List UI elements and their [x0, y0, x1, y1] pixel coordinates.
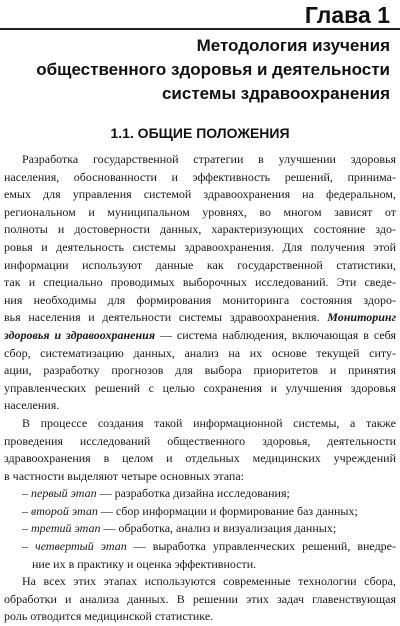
chapter-label: Глава 1 — [304, 2, 390, 28]
list-item-text: — сбор информации и формирование баз данных; — [97, 503, 358, 518]
text-line: обработки и анализа данных. В решении этих задач главенствующая — [4, 591, 396, 606]
text-run: — система наблюдения, включающая в себя — [155, 327, 396, 342]
section-title: 1.1. ОБЩИЕ ПОЛОЖЕНИЯ — [110, 125, 290, 141]
text-line: полноты и достоверности данных, характеризующих состояние здо- — [4, 222, 396, 237]
list-item-term: четвертый этап — [35, 539, 127, 554]
text-line: емых для управления системой здравоохранения на федеральном, — [4, 187, 396, 202]
list-item — [4, 538, 396, 556]
chapter-divider — [0, 28, 400, 30]
list-item-text: — выработка управленческих решений, внедре- — [126, 539, 397, 554]
body-text — [4, 151, 396, 626]
list-item-text: — разработка дизайна исследования; — [96, 486, 290, 501]
text-line: в частности выделяют четыре основных этапа: — [4, 468, 245, 483]
list-item-term: второй этап — [31, 503, 98, 518]
text-line: региональном и муниципальном уровнях, во многом зависят от — [4, 204, 396, 219]
text-line: здравоохранения в целом и отдельных медицинских учреждений — [4, 451, 396, 466]
text-run: вья населения и деятельности системы здравоохранения. — [4, 310, 320, 325]
chapter-title-line: Методология изучения — [196, 36, 390, 55]
list-item — [4, 520, 396, 538]
list-item-term: первый этап — [31, 486, 97, 501]
chapter-title-line: общественного здоровья и деятельности — [36, 60, 390, 79]
text-line: населения, обоснованности и эффективность решений, принима- — [4, 169, 396, 184]
list-dash: – — [22, 521, 28, 536]
list-item-continuation: ние их в практику и оценка эффективности. — [32, 556, 257, 571]
list-item-term: третий этап — [31, 521, 101, 536]
text-line: ния необходимы для формирования мониторинга состояния здоро- — [4, 292, 396, 307]
text-line: Разработка государственной стратегии в улучшении здоровья — [22, 152, 396, 166]
text-line: ации, разработку прогнозов для выбора приоритетов и принятия — [4, 363, 396, 378]
text-line-mixed — [4, 327, 396, 345]
text-line: роль отводится медицинской статистике. — [4, 609, 214, 624]
list-dash: – — [22, 503, 28, 518]
text-line: так и специально проводимых выборочных исследований. Эти сведе- — [4, 275, 396, 290]
list-item — [4, 485, 396, 503]
text-line-mixed — [4, 309, 396, 327]
list-dash: – — [22, 539, 28, 554]
text-line: сбор, систематизацию данных, анализ на их основе текущей ситу- — [4, 345, 396, 360]
text-line: населения. — [4, 398, 60, 413]
text-line: ровья и деятельность системы здравоохранения. Для получения этой — [4, 239, 396, 254]
text-line: В процессе создания такой информационной системы, а также — [22, 415, 396, 430]
text-line: информации используют данные как государственной статистики, — [4, 257, 396, 272]
list-item — [4, 503, 396, 521]
list-dash: – — [22, 486, 28, 501]
text-line: управленческих решений с целью сохранения и улучшения здоровья — [4, 380, 396, 395]
term-monitoring-cont: здоровья и здравоохранения — [4, 327, 155, 342]
chapter-title — [10, 34, 390, 106]
chapter-title-line: системы здравоохранения — [161, 84, 390, 103]
list-item-text: — обработка, анализ и визуализация данных; — [100, 521, 337, 536]
text-line: проведения исследований общественного здоровья, деятельности — [4, 433, 396, 448]
term-monitoring: Мониторинг — [327, 310, 397, 325]
text-line: На всех этих этапах используются современные технологии сбора, — [22, 574, 396, 589]
